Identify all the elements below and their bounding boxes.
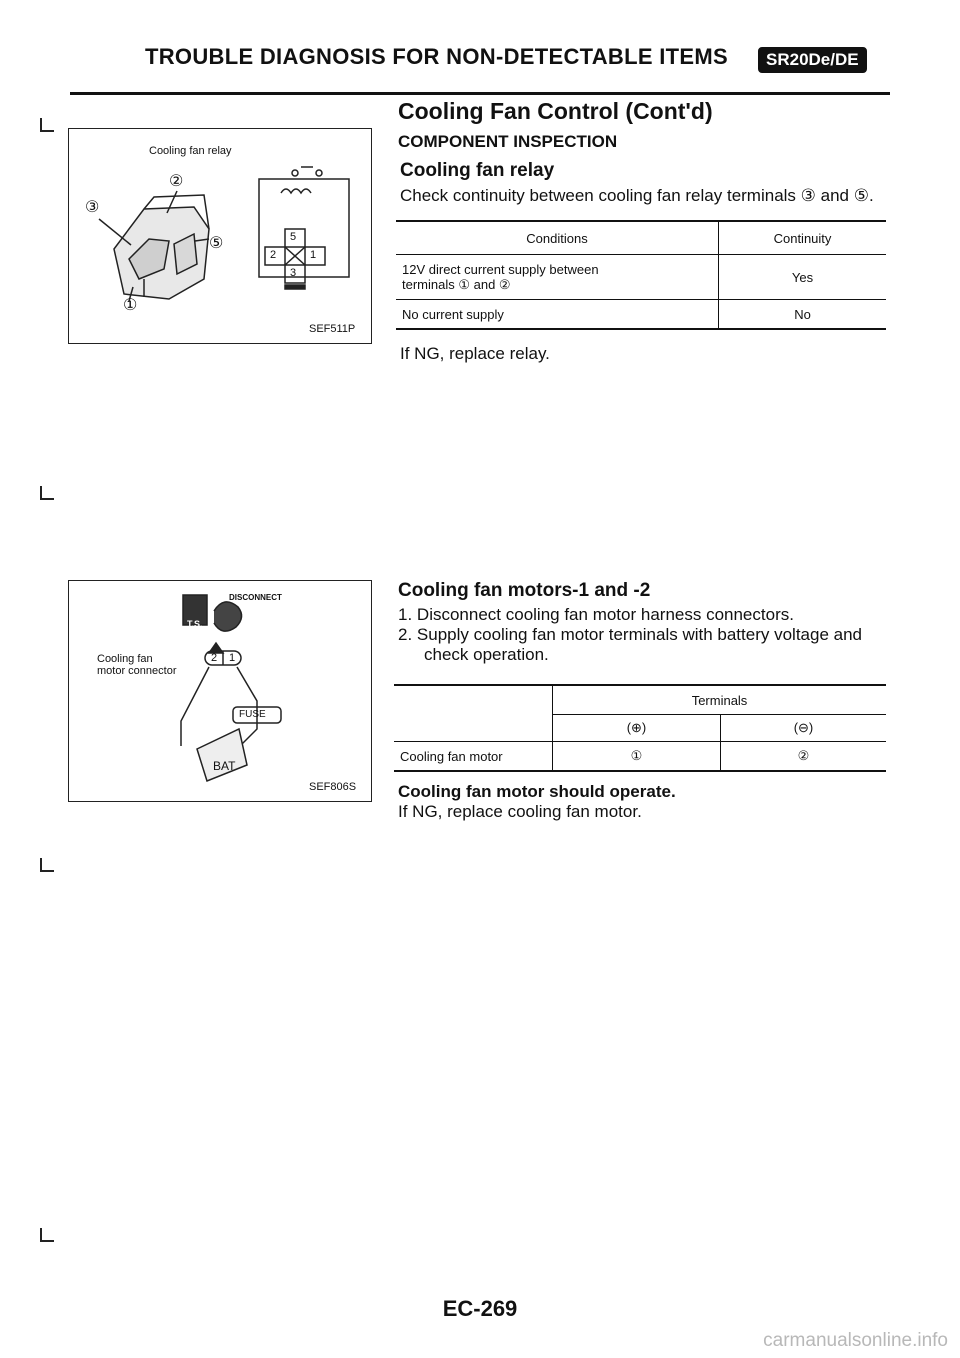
plus-header: (⊕) <box>553 715 721 742</box>
plus-value: ① <box>553 742 721 772</box>
motor-figure-code: SEF806S <box>309 781 357 793</box>
minus-value: ② <box>797 748 810 763</box>
motor-steps <box>398 605 862 665</box>
corner-mark <box>40 1228 54 1242</box>
page-number: EC-269 <box>442 1296 518 1321</box>
terminals-header: Terminals <box>691 692 748 708</box>
watermark: carmanualsonline.info <box>763 1330 948 1351</box>
motor-step <box>398 625 862 645</box>
motor-terminals-table <box>394 684 886 772</box>
battery-label: BAT <box>213 759 236 773</box>
table-empty-cell <box>394 685 553 742</box>
motor-heading: Cooling fan motors-1 and -2 <box>398 580 651 601</box>
connector-pin-2: 2 <box>211 652 218 664</box>
table-cell-continuity: No <box>794 306 811 322</box>
table-row <box>396 300 886 330</box>
table-header-row <box>396 221 886 255</box>
relay-pin-2: 2 <box>270 249 277 261</box>
table-cell-condition <box>396 255 719 300</box>
page-header-title: TROUBLE DIAGNOSIS FOR NON-DETECTABLE ITEMS <box>145 44 728 69</box>
relay-terminal-5: ⑤ <box>209 235 224 252</box>
relay-heading: Cooling fan relay <box>400 160 555 181</box>
table-header-row <box>394 685 886 715</box>
motor-if-ng: If NG, replace cooling fan motor. <box>398 802 642 821</box>
motor-step <box>398 605 862 625</box>
header-rule <box>70 92 890 95</box>
relay-terminal-2: ② <box>169 173 184 190</box>
table-header: Conditions <box>396 221 719 255</box>
motor-should-operate: Cooling fan motor should operate. <box>398 782 676 801</box>
corner-mark <box>40 858 54 872</box>
connector-pin-1: 1 <box>229 652 236 664</box>
relay-terminal-3: ③ <box>85 199 100 216</box>
relay-figure-code: SEF511P <box>309 323 356 335</box>
relay-continuity-table <box>396 220 886 330</box>
minus-header: (⊖) <box>793 720 814 735</box>
relay-pin-3: 3 <box>290 267 297 279</box>
engine-badge: SR20De/DE <box>758 47 867 73</box>
component-inspection-heading: COMPONENT INSPECTION <box>398 132 618 151</box>
motor-figure-caption-1: Cooling fan <box>97 653 153 665</box>
table-row <box>396 255 886 300</box>
step-number: 1. <box>398 605 413 624</box>
relay-instruction: Check continuity between cooling fan relay terminals ③ and ⑤. <box>400 186 874 205</box>
section-title: Cooling Fan Control (Cont'd) <box>398 98 713 124</box>
table-cell-continuity: Yes <box>791 269 814 285</box>
table-row <box>394 742 886 772</box>
corner-mark <box>40 118 54 132</box>
step-text: Disconnect cooling fan motor harness connectors. <box>416 605 794 624</box>
condition-line: terminals ① and ② <box>402 276 511 292</box>
motor-figure <box>68 580 372 802</box>
step-text: Supply cooling fan motor terminals with battery voltage and <box>416 625 862 644</box>
relay-if-ng: If NG, replace relay. <box>400 344 550 363</box>
table-header: Continuity <box>773 230 832 246</box>
corner-mark <box>40 486 54 500</box>
step-number: 2. <box>398 625 413 644</box>
relay-figure-caption: Cooling fan relay <box>149 145 232 157</box>
relay-pin-1: 1 <box>310 249 317 261</box>
row-label: Cooling fan motor <box>394 742 553 772</box>
condition-line: 12V direct current supply between <box>402 261 599 277</box>
table-cell-condition: No current supply <box>396 300 719 330</box>
motor-figure-caption-2: motor connector <box>97 665 177 677</box>
relay-terminal-1: ① <box>123 297 138 314</box>
relay-figure <box>68 128 372 344</box>
fuse-label: FUSE <box>239 709 266 720</box>
disconnect-label: DISCONNECT <box>229 593 282 602</box>
ts-label: T.S. <box>187 619 203 629</box>
relay-pin-5: 5 <box>290 231 297 243</box>
step-continuation: check operation. <box>424 645 549 664</box>
